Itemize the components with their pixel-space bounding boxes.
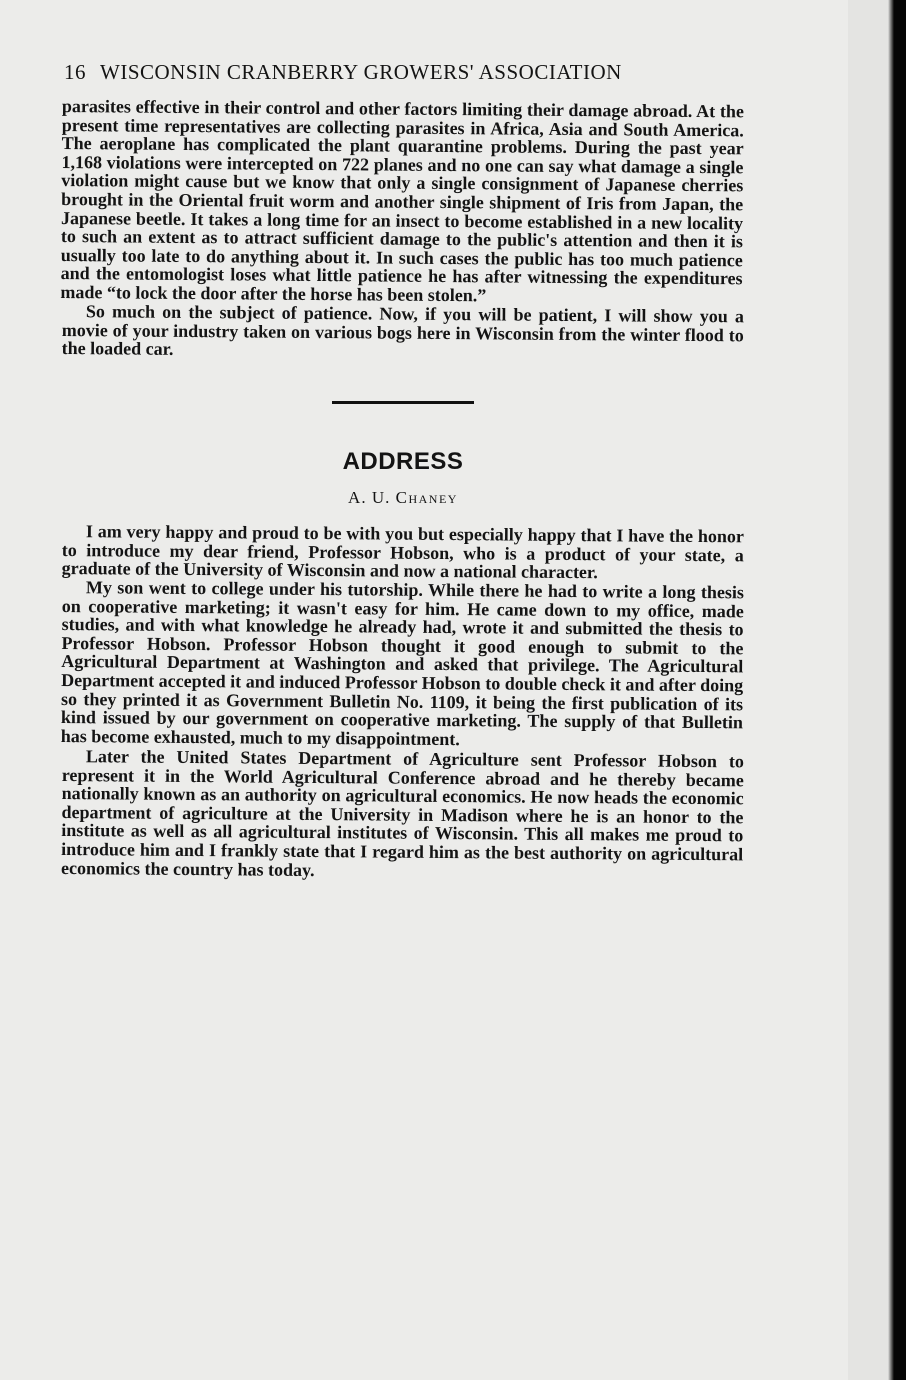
running-header <box>64 60 744 85</box>
page-number: 16 <box>64 60 86 84</box>
address-paragraph-3: Later the United States Department of Agriculture sent Professor Hobson to represent it in the World Agricultural Conference abroad and he thereby became nationally known as an authority on agricultural economics. He now heads the economic department of agriculture at the University in Madison where he is an honor to the institute as well as all agricultural institutes of Wisconsin. This all makes me proud to introduce him and I frankly state that I regard him as the best authority on agricultural economics the country has today. <box>60 746 744 880</box>
author-initials: A. U. <box>348 488 391 508</box>
author-surname: Chaney <box>395 488 458 508</box>
address-paragraph-2: My son went to college under his tutorship. While there he had to write a long thesis on cooperative marketing; it wasn't easy for him. He came down to my office, made studies, and with what knowledge he already had, wrote it and submitted the thesis to Professor Hobson. Professor Hobson thought it good enough to submit to the Agricultural Department at Washington and asked that privilege. The Agricultural Department accepted it and induced Professor Hobson to double check it and after doing so they printed it as Government Bulletin No. 1109, it being the first publication of its kind issued by our government on cooperative marketing. The supply of that Bulletin has become exhausted, much to my disappointment. <box>60 577 744 749</box>
running-title: WISCONSIN CRANBERRY GROWERS' ASSOCIATION <box>100 60 622 84</box>
section-title: ADDRESS <box>342 448 464 476</box>
continued-paragraph-1: parasites effective in their control and other factors limiting their damage abroad. At the present time representatives are collecting parasites in Africa, Asia and South America. The aeroplane has complicated the plant quarantine problems. During the past year 1,168 violations were intercepted on 722 planes and no one can say what damage a single violation might cause but we know that only a single consignment of Japanese cherries brought in the Oriental fruit worm and another single shipment of Iris from Japan, the Japanese beetle. It takes a long time for an insect to become established in a new locality to such an extent as to attract sufficient damage to the public's attention and then it is usually too late to do anything about it. In such cases the public has too much patience and the entomologist loses what little patience he has after witnessing the expenditures made “to lock the door after the horse has been stolen.” <box>60 96 744 306</box>
author-byline <box>62 488 744 508</box>
address-paragraph-1: I am very happy and proud to be with you but especially happy that I have the honor to introduce my dear friend, Professor Hobson, who is a product of your state, a graduate of the University of Wisconsin and now a national character. <box>61 521 744 583</box>
document-page <box>62 60 744 878</box>
continued-paragraph-2: So much on the subject of patience. Now, if you will be patient, I will show you a movie of your industry taken on various bogs here in Wisconsin from the winter flood to the loaded car. <box>61 300 744 359</box>
page-edge-shadow <box>848 0 906 1380</box>
section-divider <box>332 401 474 404</box>
